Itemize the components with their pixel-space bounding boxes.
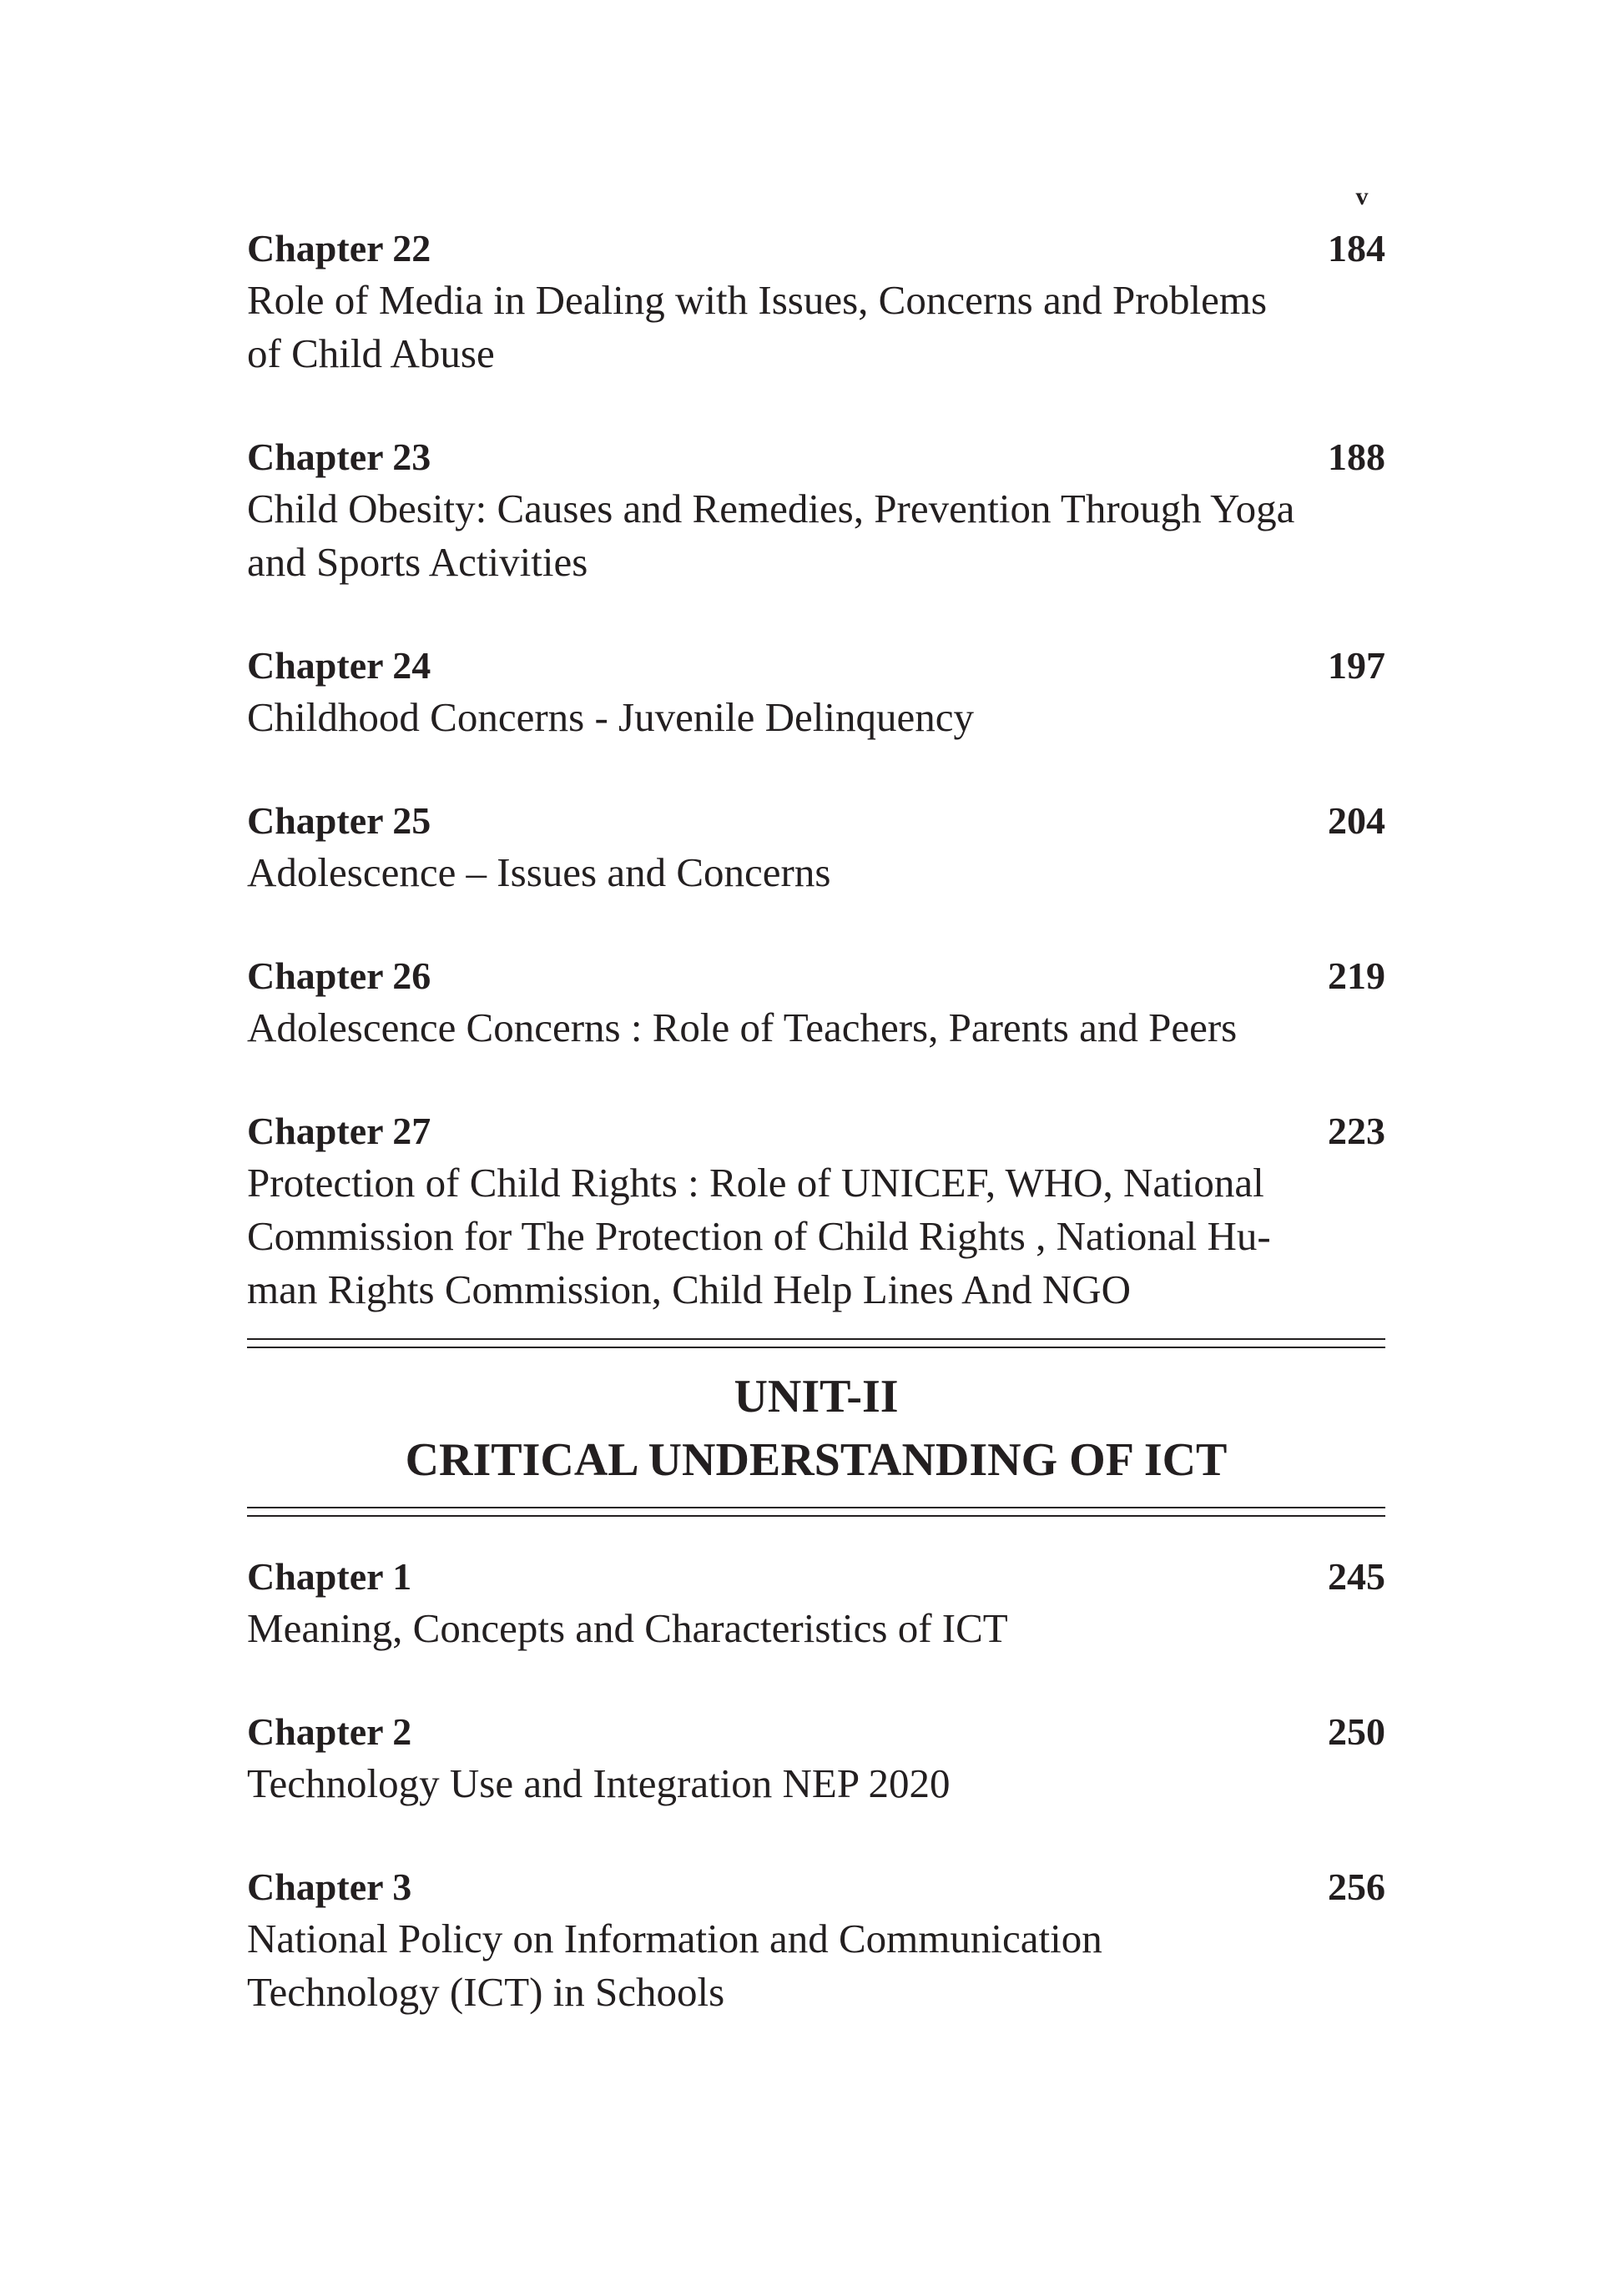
chapter-title xyxy=(247,846,1385,899)
chapter-title-line: Adolescence Concerns : Role of Teachers, Parents and Peers xyxy=(247,1004,1238,1050)
chapter-title xyxy=(247,1001,1385,1055)
chapter-title-line: Role of Media in Dealing with Issues, Concerns and Problems xyxy=(247,277,1268,323)
chapter-title-line: Meaning, Concepts and Characteristics of ICT xyxy=(247,1605,1008,1651)
chapter-label: Chapter 3 xyxy=(247,1866,412,1908)
chapter-label: Chapter 2 xyxy=(247,1710,412,1753)
toc-entry-header xyxy=(247,1106,1385,1156)
toc-entry-header xyxy=(247,432,1385,482)
chapter-label: Chapter 1 xyxy=(247,1555,412,1598)
toc-entry-header xyxy=(247,1707,1385,1757)
chapter-title-line: and Sports Activities xyxy=(247,539,588,585)
chapter-label: Chapter 25 xyxy=(247,799,431,842)
chapter-page-number: 223 xyxy=(1328,1110,1385,1152)
unit-number: UNIT-II xyxy=(734,1371,899,1422)
table-of-contents xyxy=(247,224,1385,2071)
unit-two-header xyxy=(247,1338,1385,1517)
chapter-title-line: National Policy on Information and Communication xyxy=(247,1916,1102,1961)
chapter-page-number: 219 xyxy=(1328,954,1385,997)
unit-title: CRITICAL UNDERSTANDING OF ICT xyxy=(405,1434,1228,1486)
chapter-page-number: 184 xyxy=(1328,227,1385,269)
chapter-page-number: 256 xyxy=(1328,1866,1385,1908)
toc-entry xyxy=(247,1862,1385,2019)
chapter-title-line: Protection of Child Rights : Role of UNICEF, WHO, National xyxy=(247,1160,1264,1206)
chapter-label: Chapter 24 xyxy=(247,644,431,687)
roman-page-number: v xyxy=(1355,183,1369,210)
toc-entry xyxy=(247,951,1385,1055)
chapter-title xyxy=(247,1757,1385,1810)
bottom-double-rule xyxy=(247,1507,1385,1517)
chapter-label: Chapter 22 xyxy=(247,227,431,269)
chapter-title-line: Technology Use and Integration NEP 2020 xyxy=(247,1760,951,1806)
toc-entry xyxy=(247,641,1385,744)
toc-entry-header xyxy=(247,1862,1385,1912)
unit-heading xyxy=(247,1348,1385,1507)
toc-entry xyxy=(247,432,1385,589)
chapter-title-line: Child Obesity: Causes and Remedies, Prevention Through Yoga xyxy=(247,486,1295,531)
chapter-label: Chapter 27 xyxy=(247,1110,431,1152)
chapter-title xyxy=(247,482,1385,589)
toc-entry xyxy=(247,1552,1385,1655)
unit-one-chapter-list xyxy=(247,224,1385,1317)
chapter-title-line: man Rights Commission, Child Help Lines And NGO xyxy=(247,1266,1131,1312)
chapter-page-number: 250 xyxy=(1328,1710,1385,1753)
chapter-title xyxy=(247,1156,1385,1317)
toc-entry-header xyxy=(247,1552,1385,1602)
toc-entry xyxy=(247,796,1385,899)
chapter-title-line: of Child Abuse xyxy=(247,330,495,376)
toc-entry xyxy=(247,224,1385,380)
chapter-label: Chapter 26 xyxy=(247,954,431,997)
chapter-label: Chapter 23 xyxy=(247,436,431,478)
toc-entry xyxy=(247,1707,1385,1810)
chapter-title-line: Technology (ICT) in Schools xyxy=(247,1969,725,2015)
chapter-page-number: 204 xyxy=(1328,799,1385,842)
chapter-title xyxy=(247,691,1385,744)
chapter-title xyxy=(247,1602,1385,1655)
toc-entry-header xyxy=(247,951,1385,1001)
unit-two-chapter-list xyxy=(247,1552,1385,2019)
toc-entry-header xyxy=(247,641,1385,691)
chapter-title-line: Commission for The Protection of Child Rights , National Hu- xyxy=(247,1213,1271,1259)
chapter-title-line: Childhood Concerns - Juvenile Delinquency xyxy=(247,694,974,740)
chapter-title-line: Adolescence – Issues and Concerns xyxy=(247,849,831,895)
chapter-page-number: 197 xyxy=(1328,644,1385,687)
chapter-page-number: 188 xyxy=(1328,436,1385,478)
chapter-title xyxy=(247,274,1385,380)
toc-entry-header xyxy=(247,796,1385,846)
chapter-page-number: 245 xyxy=(1328,1555,1385,1598)
chapter-title xyxy=(247,1912,1385,2019)
toc-entry-header xyxy=(247,224,1385,274)
toc-entry xyxy=(247,1106,1385,1317)
top-double-rule xyxy=(247,1338,1385,1348)
